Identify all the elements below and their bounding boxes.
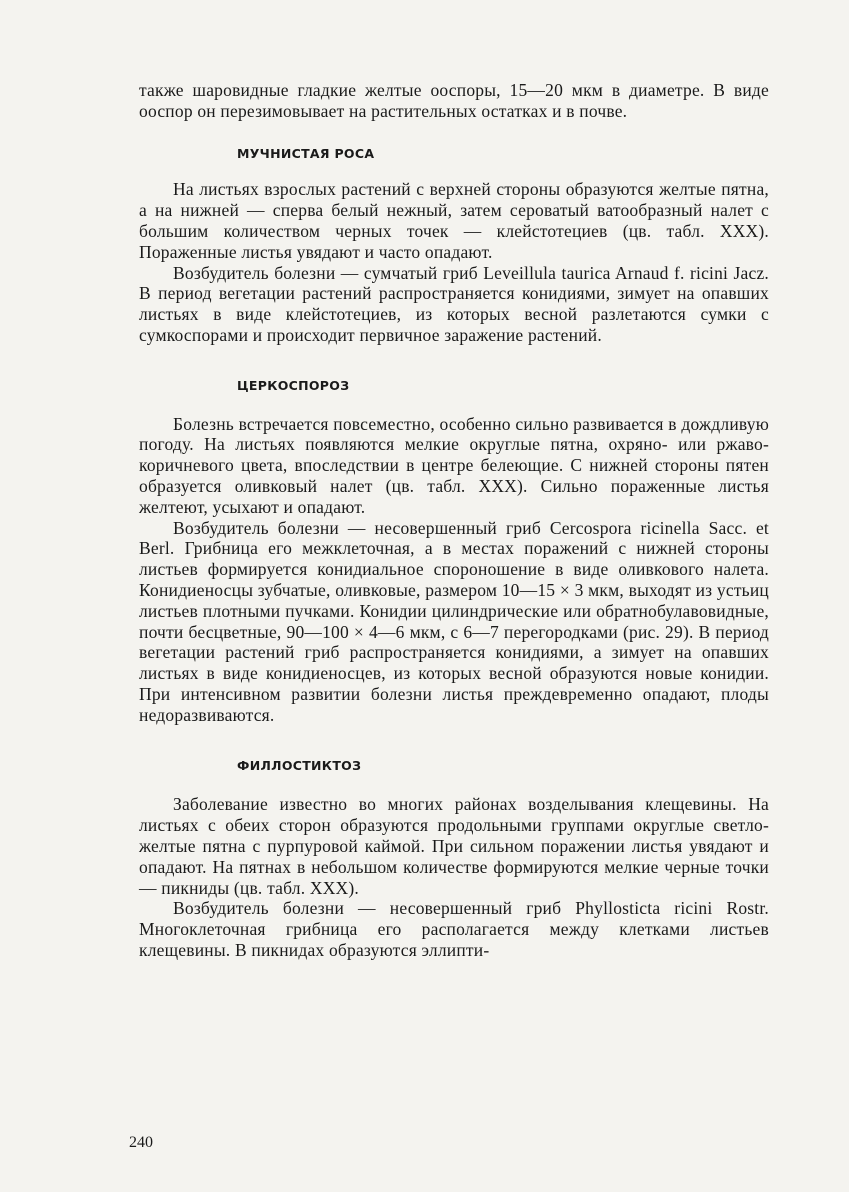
page-content xyxy=(139,80,769,961)
paragraph-powdery-mildew-symptoms: На листьях взрослых растений с верхней стороны образуются желтые пятна, а на нижней — сперва белый нежный, затем сероватый ватообразный налет с большим количеством черных точек — клейстотециев (цв. табл. XXX). Пораженные листья увядают и часто опадают. xyxy=(139,179,769,262)
paragraph-cercosporosis-pathogen: Возбудитель болезни — несовершенный гриб Cercospora ricinella Sacc. et Berl. Грибница его межклеточная, а в местах поражений с нижней стороны листьев формируется конидиальное спороношение в виде оливкового налета. Конидиеносцы зубчатые, оливковые, размером 10—15 × 3 мкм, выходят из устьиц листьев плотными пучками. Конидии цилиндрические или обратнобулавовидные, почти бесцветные, 90—100 × 4—6 мкм, с 6—7 перегородками (рис. 29). В период вегетации растений гриб распространяется конидиями, а зимует на опавших листьях в виде конидиеносцев, из которых весной образуются новые конидии. При интенсивном развитии болезни листья преждевременно опадают, плоды недоразвиваются. xyxy=(139,517,769,725)
page-number: 240 xyxy=(129,1134,153,1151)
heading-cercosporosis: ЦЕРКОСПОРОЗ xyxy=(237,377,350,393)
paragraph-powdery-mildew-pathogen: Возбудитель болезни — сумчатый гриб Leveillula taurica Arnaud f. ricini Jacz. В период вегетации растений распространяется конидиями, зимует на опавших листьях в виде клейстотециев, из которых весной разлетаются сумки с сумкоспорами и происходит первичное заражение растений. xyxy=(139,262,769,345)
heading-phyllostictosis: ФИЛЛОСТИКТОЗ xyxy=(237,757,362,773)
paragraph-phyllostictosis-symptoms: Заболевание известно во многих районах возделывания клещевины. На листьях с обеих сторон образуются продольными группами округлые светло-желтые пятна с пурпуровой каймой. При сильном поражении листья увядают и опадают. На пятнах в небольшом количестве формируются мелкие черные точки — пикниды (цв. табл. XXX). xyxy=(139,794,769,898)
paragraph-oospores: также шаровидные гладкие желтые ооспоры, 15—20 мкм в диаметре. В виде ооспор он перезимовывает на растительных остатках и в почве. xyxy=(139,80,769,121)
paragraph-cercosporosis-symptoms: Болезнь встречается повсеместно, особенно сильно развивается в дождливую погоду. На листьях появляются мелкие округлые пятна, охряно- или ржаво-коричневого цвета, впоследствии в центре белеющие. С нижней стороны пятен образуется оливковый налет (цв. табл. XXX). Сильно пораженные листья желтеют, усыхают и опадают. xyxy=(139,413,769,517)
heading-powdery-mildew: МУЧНИСТАЯ РОСА xyxy=(237,145,375,161)
paragraph-phyllostictosis-pathogen: Возбудитель болезни — несовершенный гриб Phyllosticta ricini Rostr. Многоклеточная грибница его располагается между клетками листьев клещевины. В пикнидах образуются эллипти- xyxy=(139,898,769,960)
